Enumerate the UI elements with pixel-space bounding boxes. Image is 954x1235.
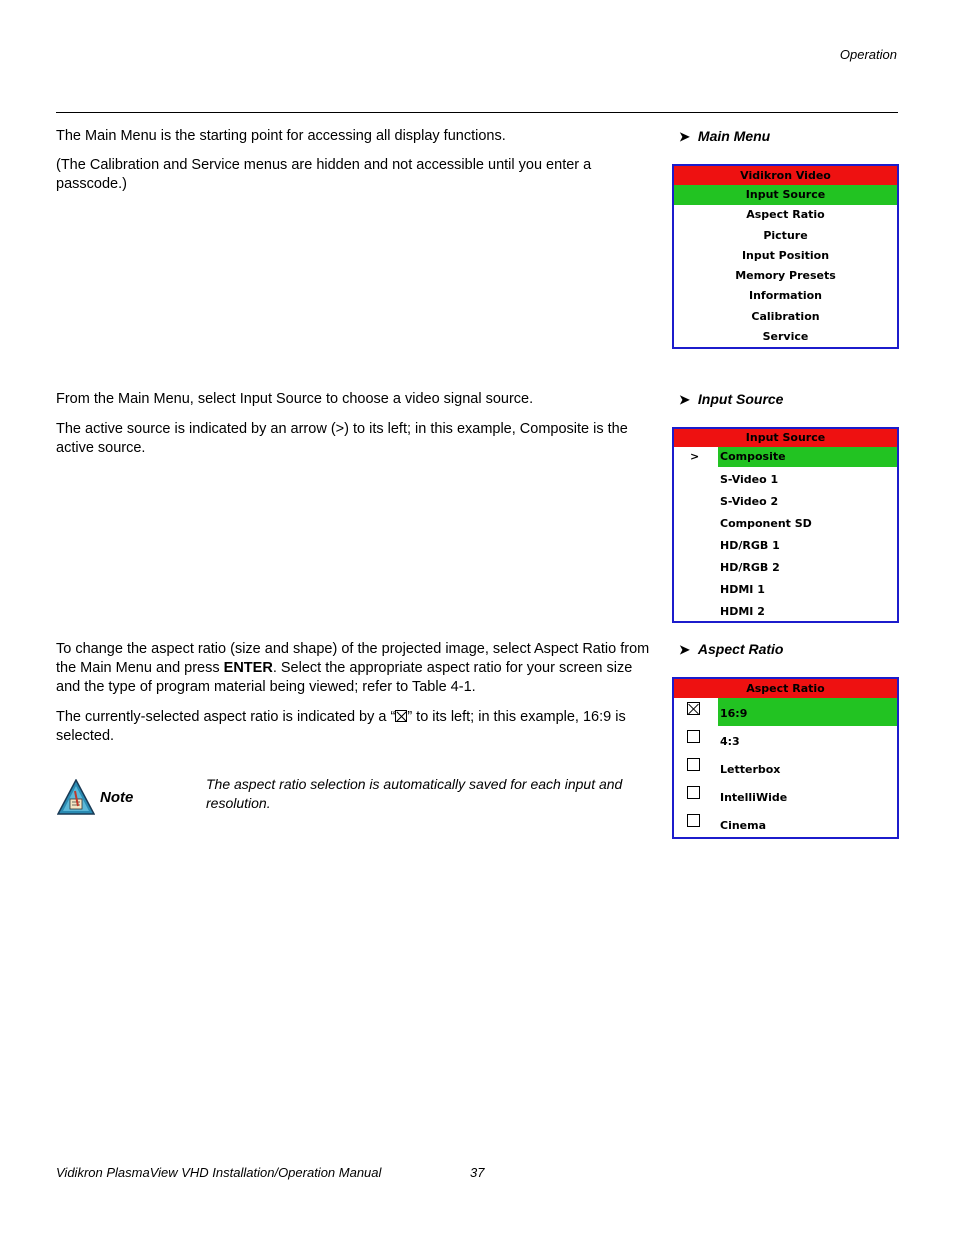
enter-key-label: ENTER — [223, 660, 273, 676]
input-source-item-label: HDMI 2 — [720, 605, 765, 618]
checked-box-icon[interactable] — [687, 702, 700, 715]
active-source-marker: > — [690, 450, 700, 463]
note-text: The aspect ratio selection is automatically saved for each input and resolution. — [206, 776, 623, 811]
aspect-ratio-item-label: Cinema — [720, 819, 767, 832]
aspect-ratio-description — [56, 640, 656, 746]
main-menu-item[interactable]: Aspect Ratio — [746, 208, 825, 222]
input-source-item[interactable] — [674, 491, 897, 513]
main-menu-item[interactable]: Calibration — [751, 309, 820, 323]
aspect-ratio-item[interactable] — [674, 754, 897, 782]
aspect-ratio-item-label: 4:3 — [720, 735, 740, 748]
footer-page-number: 37 — [470, 1165, 485, 1180]
note-pencil-icon — [57, 779, 95, 815]
aspect-ratio-para-1: To change the aspect ratio (size and shape) of the projected image, select Aspect Ratio from the Main Menu and press ENTER. Select the appropriate aspect ratio for your screen size and the type of program material being viewed; refer to Table 4-1. — [56, 641, 650, 695]
input-source-item[interactable] — [674, 579, 897, 601]
footer-manual-title: Vidikron PlasmaView VHD Installation/Operation Manual — [56, 1165, 382, 1180]
checked-box-icon — [395, 710, 407, 722]
input-source-side-title — [679, 391, 783, 408]
main-menu-item[interactable]: Information — [749, 289, 822, 303]
input-source-para-2: The active source is indicated by an arrow (>) to its left; in this example, Composite is the active source. — [56, 421, 628, 456]
input-source-item[interactable] — [674, 601, 897, 623]
pointer-arrow-icon: ➤ — [679, 642, 690, 657]
aspect-ratio-item[interactable] — [674, 810, 897, 838]
input-source-osd — [672, 427, 899, 623]
main-menu-item[interactable]: Picture — [763, 228, 808, 242]
input-source-item-label: Composite — [720, 450, 786, 463]
main-menu-item[interactable]: Input Position — [741, 248, 830, 262]
main-menu-item[interactable]: Service — [762, 330, 809, 344]
aspect-ratio-item-label: IntelliWide — [720, 791, 788, 804]
aspect-ratio-item-label: Letterbox — [720, 763, 781, 776]
input-source-item-label: Component SD — [720, 517, 812, 530]
aspect-ratio-item-label: 16:9 — [720, 707, 748, 720]
pointer-arrow-icon: ➤ — [679, 392, 690, 407]
main-menu-para-1: The Main Menu is the starting point for accessing all display functions. — [56, 128, 506, 144]
note-label: Note — [100, 789, 134, 806]
aspect-ratio-menu-title: Aspect Ratio — [674, 679, 897, 698]
input-source-item-label: HD/RGB 1 — [720, 539, 780, 552]
input-source-menu-title: Input Source — [674, 429, 897, 447]
main-menu-side-title-text: Main Menu — [697, 128, 771, 144]
main-menu-side-title — [679, 128, 770, 145]
checkbox-icon[interactable] — [687, 730, 700, 743]
input-source-item[interactable] — [674, 513, 897, 535]
aspect-ratio-osd — [672, 677, 899, 839]
checkbox-icon[interactable] — [687, 786, 700, 799]
input-source-description — [56, 390, 656, 458]
main-menu-osd — [672, 164, 899, 349]
aspect-ratio-side-title — [679, 641, 783, 658]
input-source-items — [674, 447, 897, 623]
input-source-item-label: S-Video 1 — [720, 473, 779, 486]
input-source-item-label: HD/RGB 2 — [720, 561, 780, 574]
input-source-item[interactable] — [674, 469, 897, 491]
input-source-side-title-text: Input Source — [697, 391, 784, 407]
main-menu-items — [674, 185, 897, 347]
pointer-arrow-icon: ➤ — [679, 129, 690, 144]
input-source-para-1: From the Main Menu, select Input Source to choose a video signal source. — [56, 391, 534, 407]
main-menu-para-2: (The Calibration and Service menus are hidden and not accessible until you enter a passcode.) — [56, 157, 592, 192]
section-header: Operation — [839, 47, 897, 62]
aspect-ratio-item[interactable] — [674, 782, 897, 810]
aspect-ratio-side-title-text: Aspect Ratio — [697, 641, 784, 657]
checkbox-icon[interactable] — [687, 814, 700, 827]
aspect-ratio-item[interactable] — [674, 726, 897, 754]
header-rule — [56, 112, 898, 113]
input-source-item[interactable] — [674, 447, 897, 469]
checkbox-icon[interactable] — [687, 758, 700, 771]
input-source-item-label: HDMI 1 — [720, 583, 765, 596]
aspect-ratio-item[interactable] — [674, 698, 897, 726]
main-menu-item[interactable]: Input Source — [674, 185, 897, 205]
input-source-item[interactable] — [674, 557, 897, 579]
main-menu-title: Vidikron Video — [674, 166, 897, 185]
aspect-ratio-para-2: The currently-selected aspect ratio is indicated by a “ ” to its left; in this example, 16:9 is selected. — [56, 709, 626, 744]
aspect-ratio-items — [674, 698, 897, 838]
input-source-item[interactable] — [674, 535, 897, 557]
main-menu-item[interactable]: Memory Presets — [735, 269, 836, 283]
main-menu-description — [56, 127, 656, 194]
input-source-item-label: S-Video 2 — [720, 495, 779, 508]
